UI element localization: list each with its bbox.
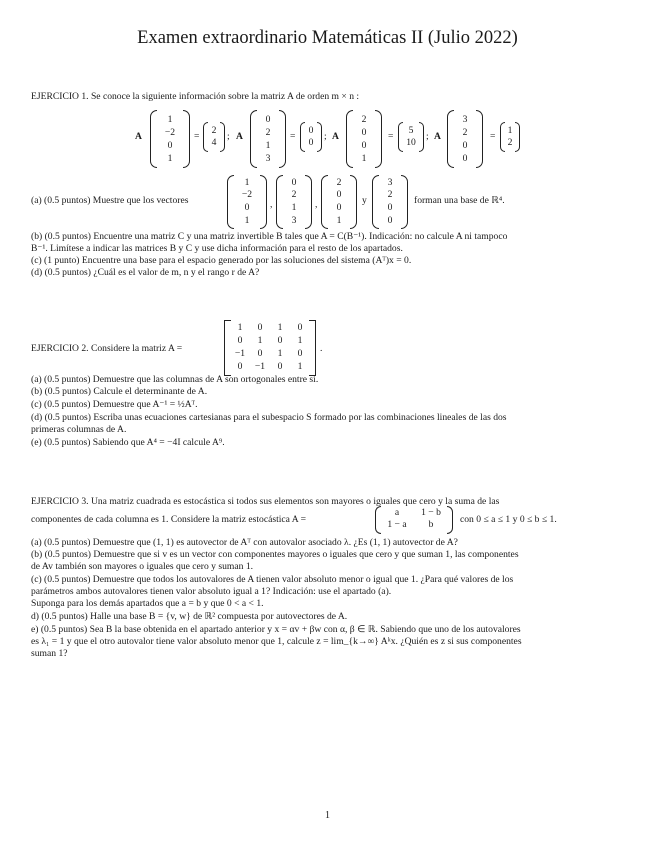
result-r4: 1 2 bbox=[500, 122, 520, 152]
vector-a1: 1 −2 0 1 bbox=[227, 175, 267, 229]
ej2-part-c: (c) (0.5 puntos) Demuestre que A⁻¹ = ½Aᵀ. bbox=[31, 399, 198, 410]
ej3-matrix: a 1 − b 1 − a b bbox=[375, 506, 453, 534]
ej2-part-b: (b) (0.5 puntos) Calcule el determinante de A. bbox=[31, 386, 208, 397]
ej1-part-d: (d) (0.5 puntos) ¿Cuál es el valor de m, n y el rango r de A? bbox=[31, 267, 260, 278]
ej1-intro: EJERCICIO 1. Se conoce la siguiente información sobre la matriz A de orden m × n : bbox=[31, 91, 360, 102]
result-r2: 0 0 bbox=[300, 122, 322, 152]
ej3-part-c: (c) (0.5 puntos) Demuestre que todos los autovalores de A tienen valor absoluto menor o igual que 1. ¿Para qué valores de los bbox=[31, 574, 514, 585]
ej3-part-c-cont: parámetros ambos autovalores tienen valor absoluto igual a 1? Indicación: use el apartado (a). bbox=[31, 586, 392, 597]
page-title: Examen extraordinario Matemáticas II (Julio 2022) bbox=[137, 28, 518, 48]
ej3-part-b: (b) (0.5 puntos) Demuestre que si v es un vector con componentes mayores o iguales que cero y que suman 1, las componentes bbox=[31, 549, 519, 560]
ej2-intro: EJERCICIO 2. Considere la matriz A = bbox=[31, 343, 183, 354]
vector-v2: 0 2 1 3 bbox=[250, 110, 286, 168]
result-r3: 5 10 bbox=[398, 122, 424, 152]
ej3-part-a: (a) (0.5 puntos) Demuestre que (1, 1) es autovector de Aᵀ con autovalor asociado λ. ¿Es (1, 1) autovector de A? bbox=[31, 537, 458, 548]
vector-v3: 2 0 0 1 bbox=[346, 110, 382, 168]
ej1-part-b-cont: B⁻¹. Limítese a indicar las matrices B y C y use dicha información para el resto de los apartados. bbox=[31, 243, 403, 254]
ej1-part-c: (c) (1 punto) Encuentre una base para el espacio generado por las soluciones del sistema (Aᵀ)x = 0. bbox=[31, 255, 412, 266]
ej3-part-e: e) (0.5 puntos) Sea B la base obtenida en el apartado anterior y x = αv + βw con α, β ∈ ℝ. Sabiendo que uno de los autovalores bbox=[31, 624, 521, 635]
ej3-assumption: Suponga para los demás apartados que a = b y que 0 < a < 1. bbox=[31, 598, 264, 609]
result-r1: 2 4 bbox=[203, 122, 225, 152]
vector-a4: 3 2 0 0 bbox=[372, 175, 408, 229]
vector-v4: 3 2 0 0 bbox=[447, 110, 483, 168]
ej2-part-d: (d) (0.5 puntos) Escriba unas ecuaciones cartesianas para el subespacio S formado por las combinaciones lineales de las dos bbox=[31, 412, 507, 423]
ej1-part-b: (b) (0.5 puntos) Encuentre una matriz C y una matriz invertible B tales que A = C(B⁻¹). Indicación: no calcule A ni tampoco bbox=[31, 231, 508, 242]
vector-a3: 2 0 0 1 bbox=[321, 175, 357, 229]
ej2-part-d-cont: primeras columnas de A. bbox=[31, 424, 127, 435]
page-number: 1 bbox=[325, 810, 330, 821]
ej2-matrix: 1 0 1 0 0 1 0 1 −1 0 1 0 0 −1 0 1 bbox=[224, 320, 316, 376]
ej3-intro-2b: con 0 ≤ a ≤ 1 y 0 ≤ b ≤ 1. bbox=[460, 514, 557, 525]
vector-v1: 1 −2 0 1 bbox=[150, 110, 190, 168]
ej3-intro-1: EJERCICIO 3. Una matriz cuadrada es estocástica si todos sus elementos son mayores o iguales que cero y la suma de las bbox=[31, 496, 500, 507]
ej3-part-b-cont: de Av también son mayores o iguales que cero y suman 1. bbox=[31, 561, 254, 572]
vector-a2: 0 2 1 3 bbox=[276, 175, 312, 229]
ej3-part-e-cont2: suman 1? bbox=[31, 648, 68, 659]
ej2-part-a: (a) (0.5 puntos) Demuestre que las columnas de A son ortogonales entre sí. bbox=[31, 374, 319, 385]
ej3-part-e-cont: es λ₁ = 1 y que el otro autovalor tiene valor absoluto menor que 1, calcule z = lim_{k→∞} Aᵏx. ¿Quién es z si sus componentes bbox=[31, 636, 522, 647]
ej3-intro-2a: componentes de cada columna es 1. Considere la matriz estocástica A = bbox=[31, 514, 307, 525]
ej3-part-d: d) (0.5 puntos) Halle una base B = {v, w} de ℝ² compuesta por autovectores de A. bbox=[31, 611, 348, 622]
ej2-part-e: (e) (0.5 puntos) Sabiendo que A⁴ = −4I calcule A⁹. bbox=[31, 437, 225, 448]
